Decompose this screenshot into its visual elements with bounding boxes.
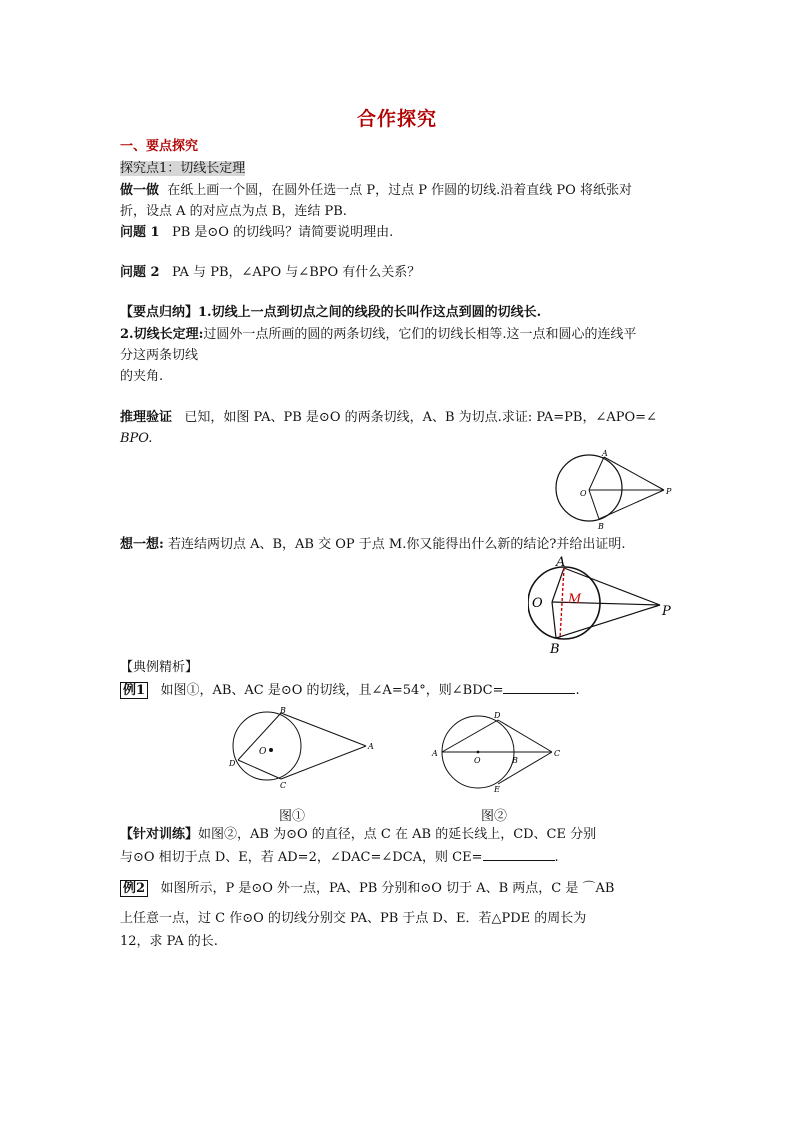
f4-label-a: A [432,749,438,758]
doit-label: 做一做 [120,183,160,198]
example-2-line-1 [120,880,614,898]
page-title: 合作探究 [356,108,437,130]
f2-label-m: M [568,592,582,607]
f2-label-o: O [532,596,543,611]
tangent-pb [599,490,664,519]
tangent-ce [498,752,552,784]
question-2-label: 问题 2 [120,265,160,280]
chord-dc [238,760,281,779]
example-1 [120,681,580,700]
question-2-text: PA 与 PB，∠APO 与∠BPO 有什么关系？ [171,265,421,280]
proof-line-1 [120,409,657,427]
think-line [120,536,625,554]
f4-label-c: C [554,749,561,758]
figure-chord-ab [528,556,676,656]
f4-label-o: O [474,756,481,765]
radius-ob [589,490,599,519]
explore-point-heading [120,160,245,178]
summary-point-2-label: 2.切线长定理: [120,327,204,342]
figure-caption-2: 图② [481,809,508,824]
example-1-text: 如图①，AB、AC 是⊙O 的切线，且∠A=54°，则∠BDC= [160,683,504,698]
chord-ad [442,720,498,752]
radius-ob [552,602,556,638]
summary-line-1 [120,304,541,322]
figure-caption-1: 图① [279,809,306,824]
proof-label: 推理验证 [120,410,173,425]
think-label: 想一想: [120,537,164,552]
f3-label-d: D [229,759,236,768]
question-1-label: 问题 1 [120,225,160,240]
think-text: 若连结两切点 A、B，AB 交 OP 于点 M.你又能得出什么新的结论?并给出证明. [167,537,626,552]
training-text-2: 与⊙O 相切于点 D、E，若 AD=2，∠DAC=∠DCA，则 CE= [120,850,483,865]
proof-text-1: 已知，如图 PA、PB 是⊙O 的两条切线，A、B 为切点.求证: PA=PB，∠APO=∠ [184,410,657,425]
f4-label-b: B [512,756,518,765]
summary-point-2-text: 过圆外一点所画的圆的两条切线，它们的切线长相等.这一点和圆心的连线平 [203,327,637,342]
radius-oa [552,568,564,602]
f3-label-b: B [280,706,286,715]
f2-label-b: B [550,642,560,656]
tangent-ac [281,746,366,779]
f1-label-p: P [666,487,672,496]
f4-label-e: E [494,785,500,794]
f3-label-a: A [368,742,374,751]
doit-line-1 [120,182,632,200]
answer-blank-ce[interactable] [483,848,555,861]
examples-header: 【典例精析】 [120,660,199,675]
f1-label-b: B [598,522,604,531]
example-2-text-1: 如图所示，P 是⊙O 外一点，PA、PB 分别和⊙O 切于 A、B 两点，C 是 ⌒AB [160,881,615,896]
answer-blank-bdc[interactable] [503,681,575,694]
training-line-2 [120,848,559,867]
question-1-text: PB 是⊙O 的切线吗？请简要说明理由. [171,225,394,240]
example-1-label: 例1 [120,682,148,699]
training-line-1 [120,826,596,844]
summary-label: 【要点归纳】 [120,305,199,320]
example-1-end: . [575,683,580,698]
f4-label-d: D [494,711,501,720]
proof-line-2: BPO. [120,431,153,446]
example-2-line-2: 上任意一点，过 C 作⊙O 的切线分别交 PA、PB 于点 D、E．若△PDE 的周长为 [120,911,587,926]
section-heading: 一、要点探究 [120,139,199,154]
center-dot [477,751,480,754]
f3-label-c: C [280,781,287,788]
doit-line-2: 折，设点 A 的对应点为点 B，连结 PB. [120,204,347,219]
example-2-line-3: 12，求 PA 的长. [120,934,218,949]
f1-label-a: A [602,449,608,458]
radius-oa [589,457,604,490]
circle-o [556,455,622,521]
summary-line-4: 的夹角. [120,369,164,384]
summary-line-2 [120,326,637,344]
center-dot [269,748,273,752]
tangent-pa [604,457,664,490]
explore-point-label: 探究点1：切线长定理 [120,161,246,176]
question-2 [120,264,420,282]
training-text-1: 如图②，AB 为⊙O 的直径，点 C 在 AB 的延长线上，CD、CE 分别 [198,827,597,842]
summary-point-1: 1.切线上一点到切点之间的线段的长叫作这点到圆的切线长. [198,305,542,320]
f2-label-p: P [662,604,671,619]
circle-o [233,712,301,780]
training-end: . [554,850,559,865]
summary-line-3: 分这两条切线 [120,348,199,363]
figure-2-example [430,708,564,794]
question-1 [120,224,393,242]
tangent-ab [281,713,366,746]
tangent-cd [498,720,552,752]
training-label: 【针对训练】 [120,827,199,842]
example-2-label: 例2 [120,880,148,897]
f1-label-o: O [580,489,587,498]
figure-1-example [226,704,378,788]
doit-text-1: 在纸上画一个圆，在圆外任选一点 P，过点 P 作圆的切线.沿着直线 PO 将纸张对 [167,183,632,198]
f2-label-a: A [556,556,566,570]
f3-label-o: O [259,747,267,757]
figure-tangent-lengths [552,446,678,532]
tangent-pb [556,605,660,638]
